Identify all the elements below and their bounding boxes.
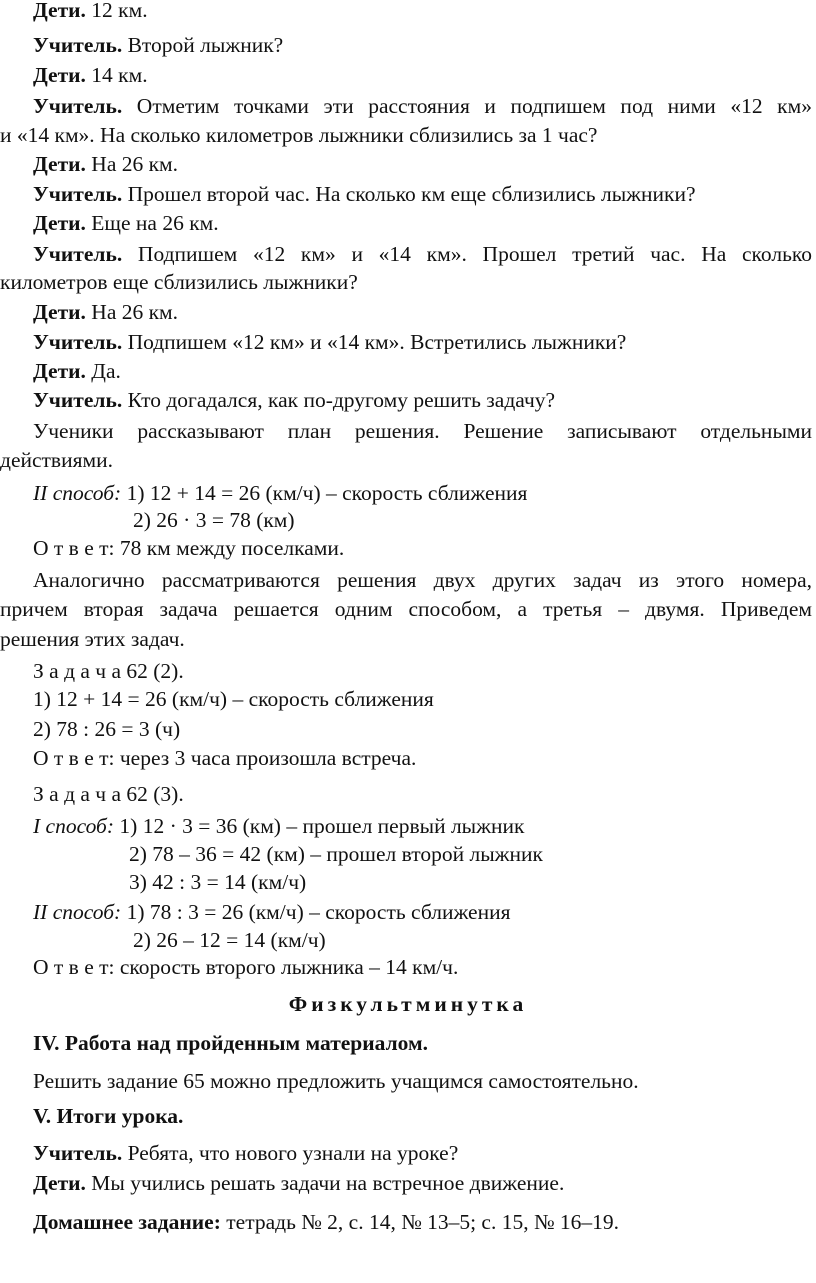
dialogue-line: Дети. Еще на 26 км. [33, 211, 219, 235]
dialogue-line: Дети. На 26 км. [33, 152, 179, 176]
task3-m1-step2: 2) 78 – 36 = 42 (км) – прошел второй лыжник [129, 842, 543, 866]
analog-line3: решения этих задач. [0, 627, 185, 651]
dialogue-line: Дети. Да. [33, 359, 121, 383]
task3-m1-step3: 3) 42 : 3 = 14 (км/ч) [129, 870, 307, 894]
task2-title: З а д а ч а 62 (2). [33, 659, 184, 683]
fizminutka-heading: Физкультминутка [288, 992, 528, 1016]
method2-step1: II способ: 1) 12 + 14 = 26 (км/ч) – скорость сближения [33, 481, 528, 505]
students-plan-line1: Ученики рассказывают план решения. Решение записывают отдельными [33, 419, 812, 443]
analog-line1: Аналогично рассматриваются решения двух других задач из этого номера, [33, 568, 812, 592]
teacher-mark-line2: и «14 км». На сколько километров лыжники сблизились за 1 час? [0, 123, 598, 147]
dialogue-line: Дети. 12 км. [33, 0, 148, 22]
task3-m2-step2: 2) 26 – 12 = 14 (км/ч) [133, 928, 326, 952]
teacher-third-line1: Учитель. Подпишем «12 км» и «14 км». Прошел третий час. На сколько [33, 242, 812, 266]
analog-line2: причем вторая задача решается одним способом, а третья – двумя. Приведем [0, 597, 812, 621]
teacher-third-line2: километров еще сблизились лыжники? [0, 270, 358, 294]
dialogue-line: Дети. Мы учились решать задачи на встречное движение. [33, 1171, 565, 1195]
answer1: О т в е т: 78 км между поселками. [33, 536, 345, 560]
students-plan-line2: действиями. [0, 448, 113, 472]
section4-text: Решить задание 65 можно предложить учащимся самостоятельно. [33, 1069, 639, 1093]
task3-m1-step1: I способ: 1) 12 · 3 = 36 (км) – прошел первый лыжник [33, 814, 525, 838]
dialogue-line: Учитель. Прошел второй час. На сколько км еще сблизились лыжники? [33, 182, 696, 206]
task3-m2-step1: II способ: 1) 78 : 3 = 26 (км/ч) – скорость сближения [33, 900, 511, 924]
dialogue-line: Дети. 14 км. [33, 63, 148, 87]
dialogue-line: Учитель. Второй лыжник? [33, 33, 284, 57]
method2-step2: 2) 26 · 3 = 78 (км) [133, 508, 295, 532]
task3-answer: О т в е т: скорость второго лыжника – 14 км/ч. [33, 955, 459, 979]
task2-step2: 2) 78 : 26 = 3 (ч) [33, 717, 181, 741]
dialogue-line: Дети. На 26 км. [33, 300, 179, 324]
dialogue-line: Учитель. Кто догадался, как по-другому решить задачу? [33, 388, 556, 412]
task3-title: З а д а ч а 62 (3). [33, 782, 184, 806]
task2-step1: 1) 12 + 14 = 26 (км/ч) – скорость сближения [33, 687, 434, 711]
section4-heading: IV. Работа над пройденным материалом. [33, 1031, 429, 1055]
dialogue-line: Учитель. Подпишем «12 км» и «14 км». Встретились лыжники? [33, 330, 627, 354]
section5-heading: V. Итоги урока. [33, 1104, 184, 1128]
homework: Домашнее задание: тетрадь № 2, с. 14, № 13–5; с. 15, № 16–19. [33, 1210, 619, 1234]
dialogue-line: Учитель. Ребята, что нового узнали на уроке? [33, 1141, 459, 1165]
task2-answer: О т в е т: через 3 часа произошла встреча. [33, 746, 417, 770]
teacher-mark-line1: Учитель. Отметим точками эти расстояния и подпишем под ними «12 км» [33, 94, 812, 118]
